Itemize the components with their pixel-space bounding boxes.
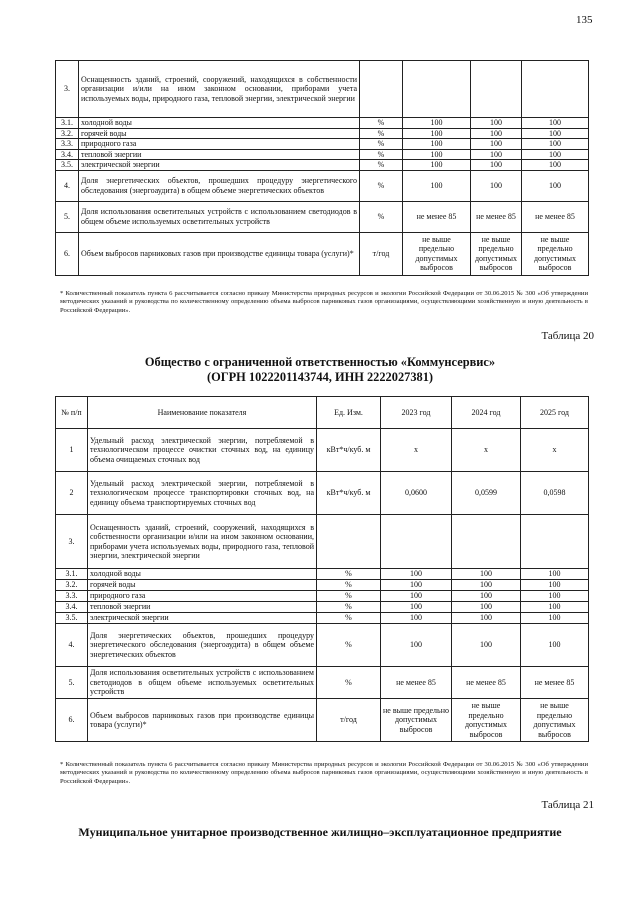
- value-2025: 100: [522, 139, 589, 150]
- indicator-name: Доля энергетических объектов, прошедших процедуру энергетического обследования (энергоаудита) в общем объеме энергетических объектов: [79, 170, 360, 201]
- page-number: 135: [576, 14, 593, 26]
- value-2023: 100: [403, 139, 471, 150]
- unit-cell: т/год: [360, 232, 403, 275]
- value-2024: не выше предельно допустимых выбросов: [471, 232, 522, 275]
- table-row: [56, 170, 589, 201]
- row-number: 6.: [56, 699, 88, 742]
- unit-cell: кВт*ч/куб. м: [317, 472, 381, 515]
- unit-cell: %: [360, 118, 403, 129]
- value-2023: не выше предельно допустимых выбросов: [381, 699, 452, 742]
- value-2024: 100: [471, 139, 522, 150]
- header-2024: 2024 год: [452, 397, 521, 429]
- indicator-name: природного газа: [88, 591, 317, 602]
- value-2025: 100: [521, 602, 589, 613]
- value-2025: 100: [521, 624, 589, 667]
- indicator-name: природного газа: [79, 139, 360, 150]
- unit-cell: %: [317, 569, 381, 580]
- value-2025: не менее 85: [522, 201, 589, 232]
- indicator-name: Удельный расход электрической энергии, потребляемой в технологическом процессе транспортировки сточных вод, на единицу объема транспортируемых сточных вод: [88, 472, 317, 515]
- value-2023: 100: [381, 624, 452, 667]
- table-row: [56, 667, 589, 699]
- unit-cell: %: [317, 602, 381, 613]
- unit-cell: %: [317, 591, 381, 602]
- row-number: 3.: [56, 515, 88, 569]
- value-2025: 100: [522, 170, 589, 201]
- header-num: № п/п: [56, 397, 88, 429]
- table-row: [56, 613, 589, 624]
- row-number: 3.4.: [56, 149, 79, 160]
- value-2024: 100: [452, 569, 521, 580]
- row-number: 3.4.: [56, 602, 88, 613]
- table-row: [56, 699, 589, 742]
- table-body: [56, 429, 589, 742]
- row-number: 4.: [56, 170, 79, 201]
- table-21-label: Таблица 21: [541, 799, 594, 811]
- value-2023: 100: [403, 128, 471, 139]
- value-2023: 100: [381, 613, 452, 624]
- table-20: [55, 396, 589, 742]
- table-row: [56, 149, 589, 160]
- value-2023: 100: [381, 580, 452, 591]
- value-2024: 100: [452, 613, 521, 624]
- indicator-name: горячей воды: [79, 128, 360, 139]
- value-2025: 100: [522, 160, 589, 171]
- unit-cell: [360, 61, 403, 118]
- value-2025: 100: [522, 128, 589, 139]
- value-2023: 100: [403, 170, 471, 201]
- indicators-table-continued: [55, 60, 589, 276]
- value-2025: х: [521, 429, 589, 472]
- organization-ids: (ОГРН 1022201143744, ИНН 2222027381): [206, 370, 434, 384]
- value-2025: не менее 85: [521, 667, 589, 699]
- table-row: [56, 591, 589, 602]
- value-2024: не менее 85: [452, 667, 521, 699]
- value-2023: 100: [403, 160, 471, 171]
- value-2025: [522, 61, 589, 118]
- table-row: [56, 580, 589, 591]
- value-2023: 100: [403, 149, 471, 160]
- indicator-name: Объем выбросов парниковых газов при производстве единицы товара (услуги)*: [88, 699, 317, 742]
- value-2025: не выше предельно допустимых выбросов: [521, 699, 589, 742]
- table-row: [56, 118, 589, 129]
- unit-cell: %: [360, 160, 403, 171]
- row-number: 5.: [56, 201, 79, 232]
- row-number: 6.: [56, 232, 79, 275]
- table-row: [56, 472, 589, 515]
- value-2023: 100: [381, 591, 452, 602]
- row-number: 5.: [56, 667, 88, 699]
- unit-cell: %: [360, 139, 403, 150]
- indicator-name: Объем выбросов парниковых газов при производстве единицы товара (услуги)*: [79, 232, 360, 275]
- value-2024: не менее 85: [471, 201, 522, 232]
- indicator-name: электрической энергии: [79, 160, 360, 171]
- unit-cell: %: [317, 624, 381, 667]
- value-2023: не менее 85: [381, 667, 452, 699]
- unit-cell: %: [360, 128, 403, 139]
- value-2024: 100: [471, 128, 522, 139]
- value-2023: [381, 515, 452, 569]
- next-organization-title: Муниципальное унитарное производственное жилищно–эксплуатационное предприятие: [78, 825, 562, 839]
- indicator-name: Доля энергетических объектов, прошедших процедуру энергетического обследования (энергоаудита) в общем объеме энергетических объектов: [88, 624, 317, 667]
- value-2023: не выше предельно допустимых выбросов: [403, 232, 471, 275]
- table-row: [56, 624, 589, 667]
- row-number: 1: [56, 429, 88, 472]
- header-2023: 2023 год: [381, 397, 452, 429]
- header-name: Наименование показателя: [88, 397, 317, 429]
- row-number: 4.: [56, 624, 88, 667]
- indicator-name: тепловой энергии: [88, 602, 317, 613]
- unit-cell: %: [360, 149, 403, 160]
- table-row: [56, 569, 589, 580]
- row-number: 3.1.: [56, 569, 88, 580]
- value-2025: 100: [521, 580, 589, 591]
- unit-cell: т/год: [317, 699, 381, 742]
- row-number: 3.5.: [56, 613, 88, 624]
- value-2023: не менее 85: [403, 201, 471, 232]
- value-2025: 100: [521, 613, 589, 624]
- value-2025: [521, 515, 589, 569]
- header-2025: 2025 год: [521, 397, 589, 429]
- value-2024: 100: [452, 602, 521, 613]
- value-2024: 100: [452, 624, 521, 667]
- row-number: 3.2.: [56, 128, 79, 139]
- indicator-name: горячей воды: [88, 580, 317, 591]
- row-number: 3.1.: [56, 118, 79, 129]
- table-20-header: [56, 397, 589, 429]
- table-row: [56, 232, 589, 275]
- value-2024: 100: [452, 591, 521, 602]
- organization-title: Общество с ограниченной ответственностью «Коммунсервис»: [144, 355, 496, 369]
- row-number: 3.2.: [56, 580, 88, 591]
- unit-cell: кВт*ч/куб. м: [317, 429, 381, 472]
- indicator-name: Удельный расход электрической энергии, потребляемой в технологическом процессе очистки сточных вод, на единицу объема очищаемых сточных вод: [88, 429, 317, 472]
- footnote-1: * Количественный показатель пункта 6 рассчитывается согласно приказу Министерства природных ресурсов и экологии Российской Федерации от 30.06.2015 № 300 «Об утверждении методических указаний и руководства по количественному определению объема выбросов парниковых газов организациями, осуществляющими хозяйственную и иную деятельность в Российской Федерации».: [60, 290, 588, 314]
- value-2025: 100: [522, 149, 589, 160]
- indicator-name: электрической энергии: [88, 613, 317, 624]
- table-20-label: Таблица 20: [541, 330, 594, 342]
- value-2024: 100: [452, 580, 521, 591]
- table-body: [56, 61, 589, 276]
- footnote-2: * Количественный показатель пункта 6 рассчитывается согласно приказу Министерства природных ресурсов и экологии Российской Федерации от 30.06.2015 № 300 «Об утверждении методических указаний и руководства по количественному определению объема выбросов парниковых газов организациями, осуществляющими хозяйственную и иную деятельность в Российской Федерации».: [60, 761, 588, 785]
- value-2025: не выше предельно допустимых выбросов: [522, 232, 589, 275]
- indicator-name: Оснащенность зданий, строений, сооружений, находящихся в собственности организации и/или на ином законном основании, приборами учета используемых воды, природного газа, тепловой энергии, электрической энергии: [79, 61, 360, 118]
- unit-cell: %: [317, 580, 381, 591]
- value-2024: 100: [471, 170, 522, 201]
- unit-cell: %: [317, 613, 381, 624]
- value-2024: [471, 61, 522, 118]
- unit-cell: %: [360, 201, 403, 232]
- value-2024: не выше предельно допустимых выбросов: [452, 699, 521, 742]
- value-2024: 100: [471, 149, 522, 160]
- indicator-name: Доля использования осветительных устройств с использованием светодиодов в общем объеме используемых осветительных устройств: [88, 667, 317, 699]
- value-2025: 100: [522, 118, 589, 129]
- table-row: [56, 201, 589, 232]
- value-2024: 100: [471, 118, 522, 129]
- row-number: 3.3.: [56, 139, 79, 150]
- table-row: [56, 160, 589, 171]
- table-row: [56, 429, 589, 472]
- value-2023: 0,0600: [381, 472, 452, 515]
- value-2025: 100: [521, 591, 589, 602]
- row-number: 3.: [56, 61, 79, 118]
- row-number: 3.3.: [56, 591, 88, 602]
- value-2023: [403, 61, 471, 118]
- indicator-name: Доля использования осветительных устройств с использованием светодиодов в общем объеме используемых осветительных устройств: [79, 201, 360, 232]
- value-2024: [452, 515, 521, 569]
- table-row: [56, 61, 589, 118]
- value-2023: 100: [381, 569, 452, 580]
- indicator-name: холодной воды: [79, 118, 360, 129]
- value-2024: 100: [471, 160, 522, 171]
- unit-cell: [317, 515, 381, 569]
- row-number: 2: [56, 472, 88, 515]
- value-2023: 100: [381, 602, 452, 613]
- row-number: 3.5.: [56, 160, 79, 171]
- indicator-name: Оснащенность зданий, строений, сооружений, находящихся в собственности организации и/или на ином законном основании, приборами учета используемых воды, природного газа, тепловой энергии, электрической энергии: [88, 515, 317, 569]
- value-2024: 0,0599: [452, 472, 521, 515]
- unit-cell: %: [360, 170, 403, 201]
- table-row: [56, 128, 589, 139]
- value-2024: х: [452, 429, 521, 472]
- value-2025: 100: [521, 569, 589, 580]
- value-2025: 0,0598: [521, 472, 589, 515]
- value-2023: х: [381, 429, 452, 472]
- table-row: [56, 139, 589, 150]
- table-row: [56, 602, 589, 613]
- unit-cell: %: [317, 667, 381, 699]
- header-unit: Ед. Изм.: [317, 397, 381, 429]
- table-row: [56, 515, 589, 569]
- indicator-name: тепловой энергии: [79, 149, 360, 160]
- indicator-name: холодной воды: [88, 569, 317, 580]
- value-2023: 100: [403, 118, 471, 129]
